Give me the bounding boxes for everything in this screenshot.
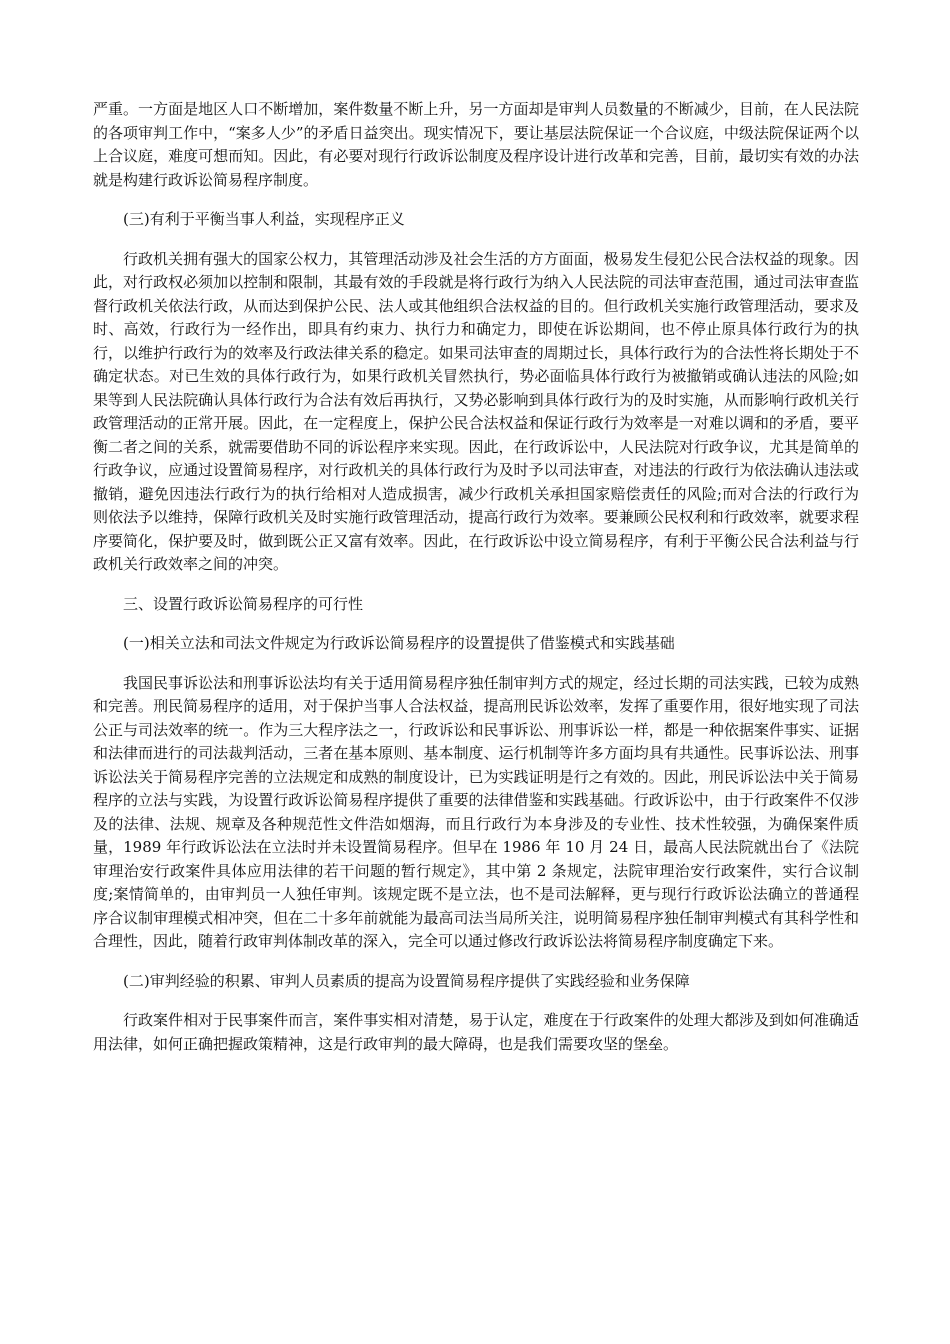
document-page [93, 98, 859, 1056]
section-heading-feasibility: 三、设置行政诉讼简易程序的可行性 [123, 594, 364, 613]
subheading-legislation-basis: (一)相关立法和司法文件规定为行政诉讼简易程序的设置提供了借鉴模式和实践基础 [123, 634, 675, 652]
subheading-balance-interests: (三)有利于平衡当事人利益，实现程序正义 [123, 210, 405, 228]
paragraph-body: 我国民事诉讼法和刑事诉讼法均有关于适用简易程序独任制审判方式的规定，经过长期的司法实践，已较为成熟和完善。刑民简易程序的适用，对于保护当事人合法权益，提高刑民诉讼效率，发挥了重要作用，很好地实现了司法公正与司法效率的统一。作为三大程序法之一，行政诉讼和民事诉讼、刑事诉讼一样，都是一种依据案件事实、证据和法律而进行的司法裁判活动，三者在基本原则、基本制度、运行机制等许多方面均具有共通性。民事诉讼法、刑事诉讼法关于简易程序完善的立法规定和成熟的制度设计，已为实践证明是行之有效的。因此，刑民诉讼法中关于简易程序的立法与实践，为设置行政诉讼简易程序提供了重要的法律借鉴和实践基础。行政诉讼中，由于行政案件不仅涉及的法律、法规、规章及各种规范性文件浩如烟海，而且行政行为本身涉及的专业性、技术性较强，为确保案件质量，1989 年行政诉讼法在立法时并未设置简易程序。但早在 1986 年 10 月 24 日，最高人民法院就出台了《法院审理治安行政案件具体应用法律的若干问题的暂行规定》，其中第 2 条规定，法院审理治安行政案件，实行合议制度;案情简单的，由审判员一人独任审判。该规定既不是立法，也不是司法解释，更与现行行政诉讼法确立的普通程序合议制审理模式相冲突，但在二十多年前就能为最高司法当局所关注，说明简易程序独任制审判模式有其科学性和合理性，因此，随着行政审判体制改革的深入，完全可以通过修改行政诉讼法将简易程序制度确定下来。 [93, 673, 859, 950]
paragraph-continued: 严重。一方面是地区人口不断增加，案件数量不断上升，另一方面却是审判人员数量的不断减少，目前，在人民法院的各项审判工作中，“案多人少”的矛盾日益突出。现实情况下，要让基层法院保证一个合议庭，中级法院保证两个以上合议庭，难度可想而知。因此，有必要对现行行政诉讼制度及程序设计进行改革和完善，目前，最切实有效的办法就是构建行政诉讼简易程序制度。 [93, 100, 859, 189]
subheading-trial-experience: (二)审判经验的积累、审判人员素质的提高为设置简易程序提供了实践经验和业务保障 [123, 971, 690, 990]
paragraph-body: 行政案件相对于民事案件而言，案件事实相对清楚，易于认定，难度在于行政案件的处理大都涉及到如何准确适用法律，如何正确把握政策精神，这是行政审判的最大障碍，也是我们需要攻坚的堡垒。 [93, 1011, 859, 1053]
paragraph-body: 行政机关拥有强大的国家公权力，其管理活动涉及社会生活的方方面面，极易发生侵犯公民合法权益的现象。因此，对行政权必须加以控制和限制，其最有效的手段就是将行政行为纳入人民法院的司法审查范围，通过司法审查监督行政机关依法行政，从而达到保护公民、法人或其他组织合法权益的目的。但行政机关实施行政管理活动，要求及时、高效，行政行为一经作出，即具有约束力、执行力和确定力，即使在诉讼期间，也不停止原具体行政行为的执行，以维护行政行为的效率及行政法律关系的稳定。如果司法审查的周期过长，具体行政行为的合法性将长期处于不确定状态。对已生效的具体行政行为，如果行政机关冒然执行，势必面临具体行政行为被撤销或确认违法的风险;如果等到人民法院确认具体行政行为合法有效后再执行，又势必影响到具体行政行为的及时实施，从而影响行政机关行政管理活动的正常开展。因此，在一定程度上，保护公民合法权益和保证行政行为效率是一对难以调和的矛盾，要平衡二者之间的关系，就需要借助不同的诉讼程序来实现。因此，在行政诉讼中，人民法院对行政争议，尤其是简单的行政争议，应通过设置简易程序，对行政机关的具体行政行为及时予以司法审查，对违法的行政行为依法确认违法或撤销，避免因违法行政行为的执行给相对人造成损害，减少行政机关承担国家赔偿责任的风险;而对合法的行政行为则依法予以维持，保障行政机关及时实施行政管理活动，提高行政行为效率。要兼顾公民权利和行政效率，就要求程序要简化，保护要及时，做到既公正又富有效率。因此，在行政诉讼中设立简易程序，有利于平衡公民合法利益与行政机关行政效率之间的冲突。 [93, 249, 859, 573]
